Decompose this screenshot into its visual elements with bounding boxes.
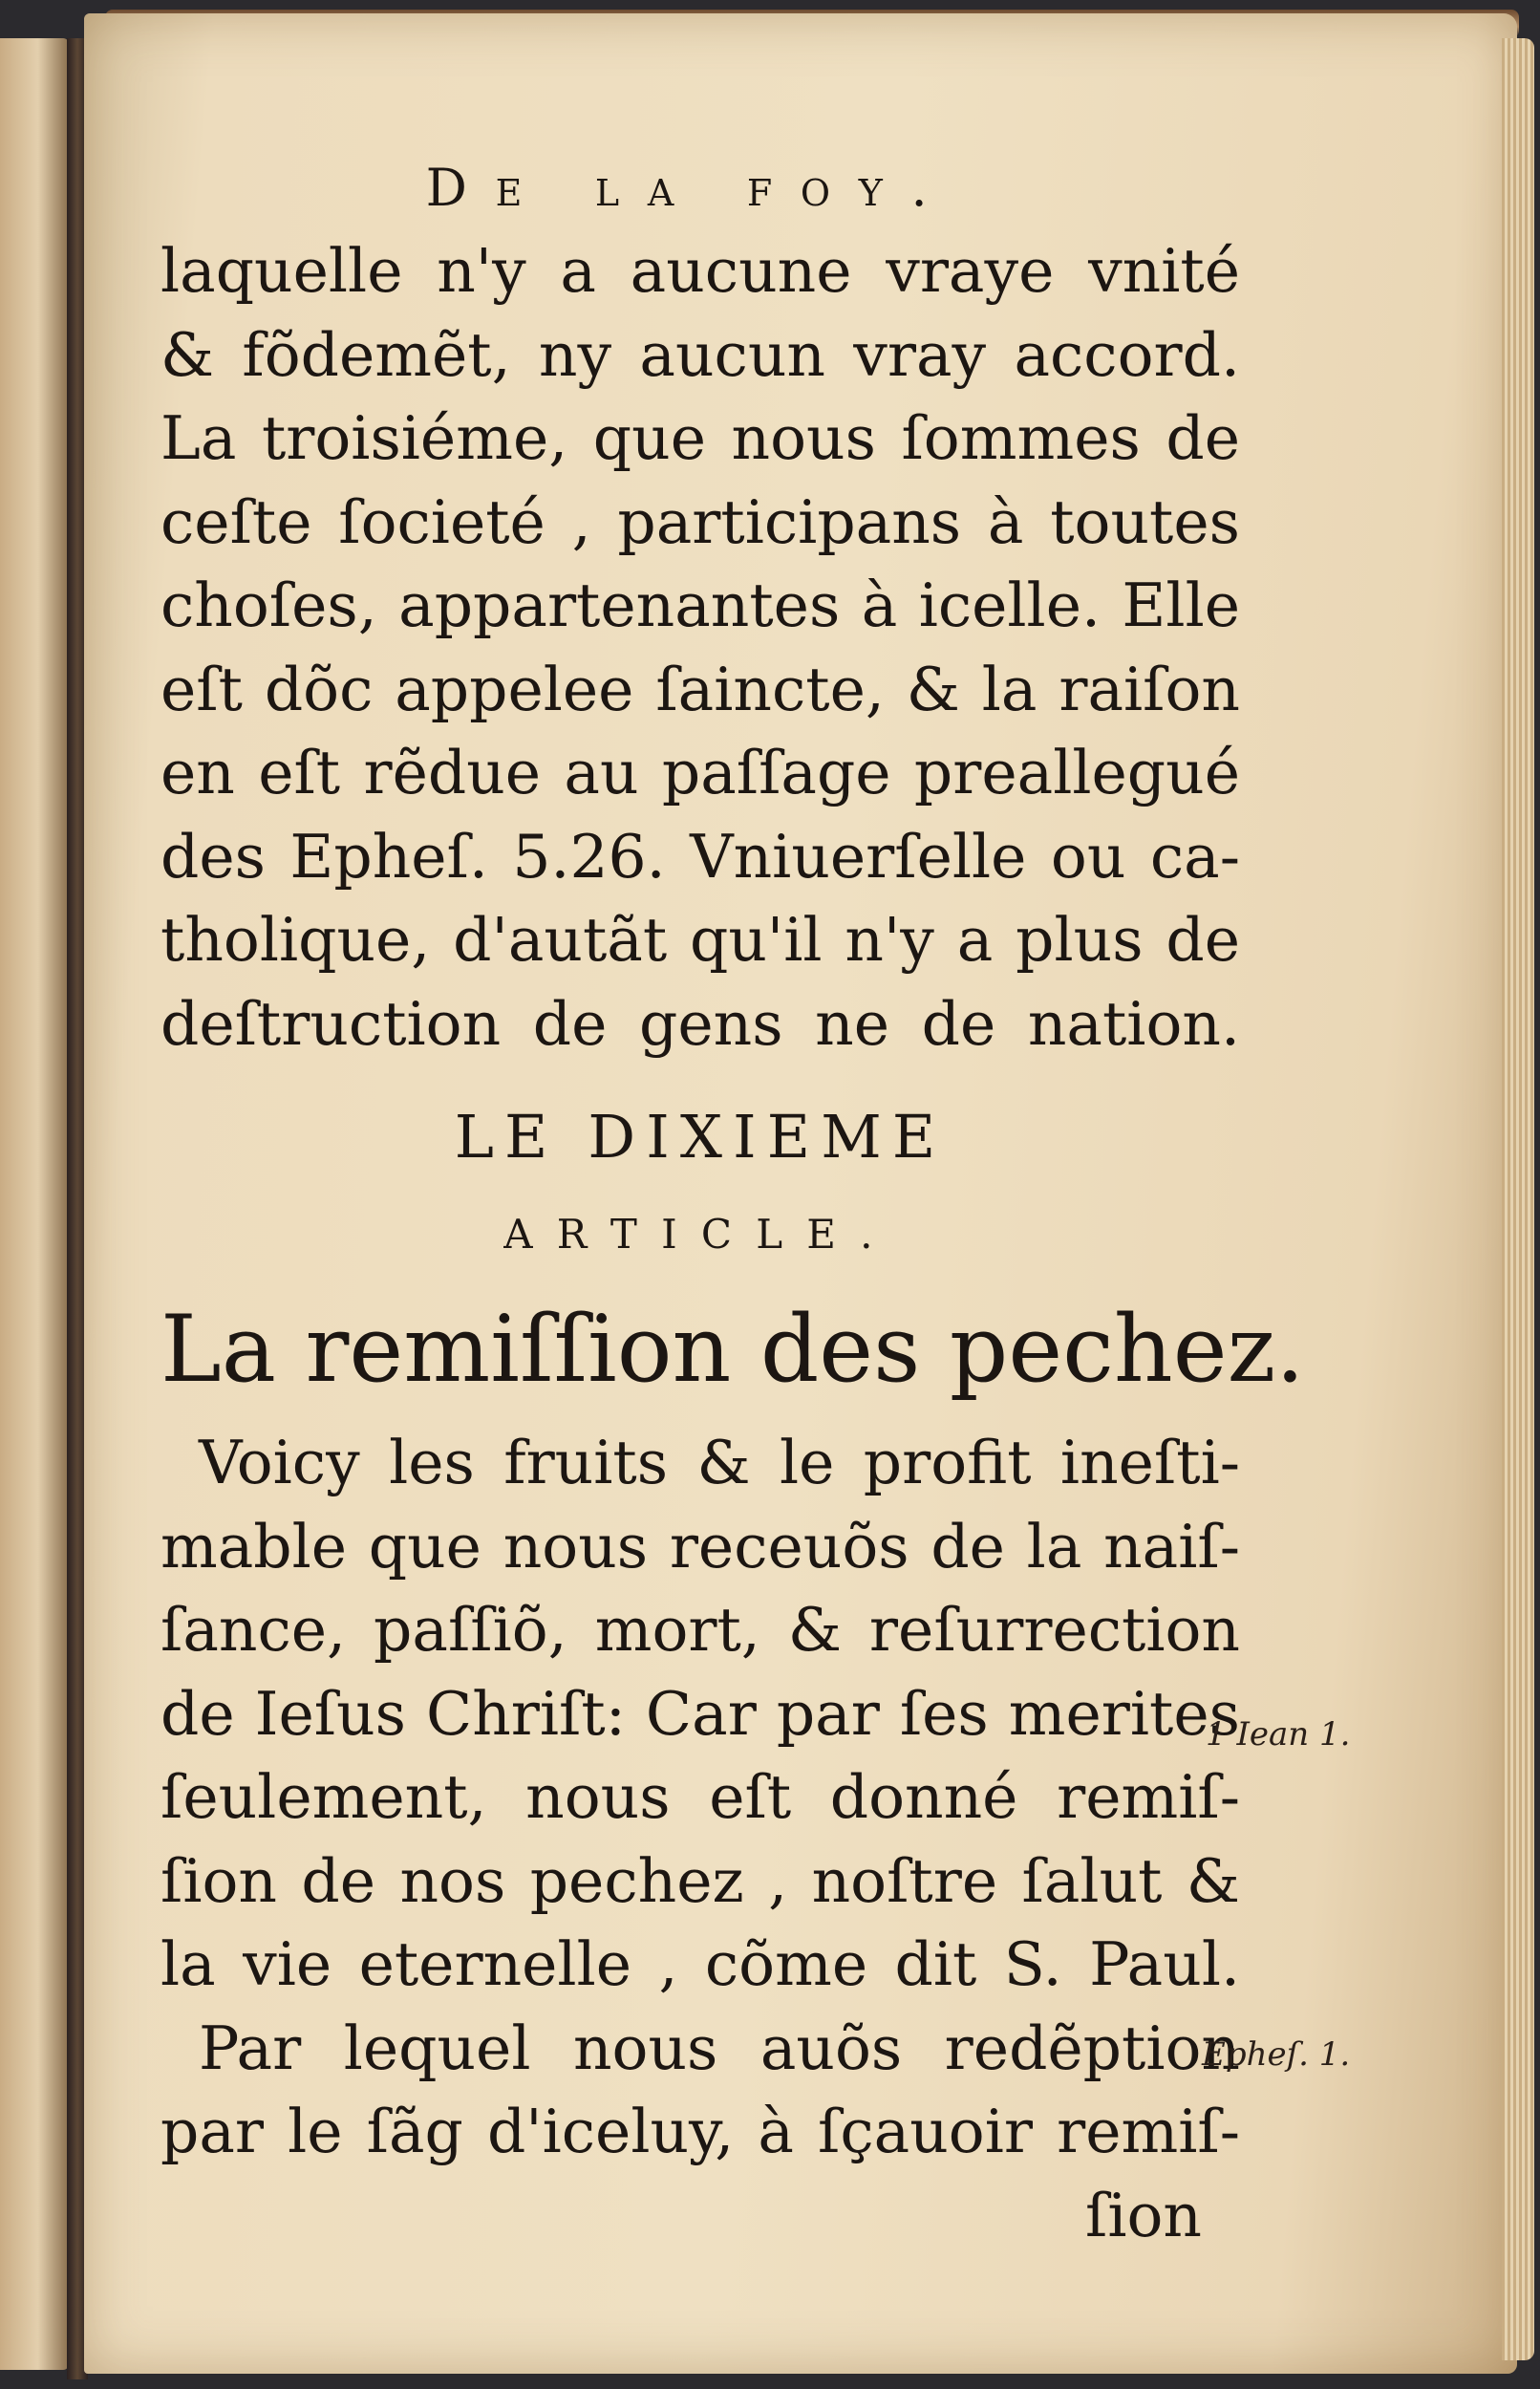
text-line: la vie eternelle , cõme dit S. Paul. [160, 1929, 1240, 1999]
running-head: De la foy. [425, 158, 956, 218]
margin-note: Epheſ. 1. [1202, 2035, 1351, 2074]
article-subheading: ARTICLE. [503, 1211, 897, 1258]
text-line: choſes, appartenantes à icelle. Elle [160, 570, 1240, 640]
text-line: de Ieſus Chriſt: Car par ſes merites [160, 1678, 1240, 1749]
text-line: tholique, d'autãt qu'il n'y a plus de [160, 905, 1240, 975]
text-line: eſt dõc appelee ſaincte, & la raiſon [160, 654, 1240, 724]
page-fore-edge [1502, 38, 1534, 2360]
paragraph-1 [160, 229, 1240, 1065]
previous-page-edge [0, 38, 69, 2370]
text-line: ſion de nos pechez , noſtre ſalut & [160, 1845, 1240, 1916]
text-line: La troisiéme, que nous ſommes de [160, 403, 1240, 473]
article-heading: LE DIXIEME [454, 1102, 947, 1172]
catchword: ſion [1085, 2180, 1202, 2250]
article-title: La remiſſion des pechez. [160, 1296, 1305, 1403]
margin-note: 1 Iean 1. [1206, 1715, 1351, 1754]
text-line: ſeulement, nous eſt donné remiſ- [160, 1762, 1240, 1832]
text-line: des Epheſ. 5.26. Vniuerſelle ou ca- [160, 821, 1240, 892]
text-line: par le ſãg d'iceluy, à ſçauoir remiſ- [160, 2097, 1240, 2166]
text-line: ceſte ſocieté , participans à toutes [160, 486, 1240, 557]
text-line: deſtruction de gens ne de nation. [160, 988, 1240, 1059]
text-line: en eſt rẽdue au paſſage preallegué [160, 738, 1240, 807]
text-line: Par lequel nous auõs redẽption [199, 2012, 1240, 2083]
paragraph-2 [160, 1421, 1240, 2007]
text-line: laquelle n'y a aucune vraye vnité [160, 236, 1240, 306]
text-line: ſance, paſſiõ, mort, & reſurrection [160, 1595, 1240, 1665]
text-line: Voicy les fruits & le profit ineſti- [199, 1428, 1240, 1497]
text-line: mable que nous receuõs de la naiſ- [160, 1511, 1240, 1582]
text-line: & fõdemẽt, ny aucun vray accord. [160, 319, 1240, 390]
paragraph-3 [160, 2007, 1240, 2174]
